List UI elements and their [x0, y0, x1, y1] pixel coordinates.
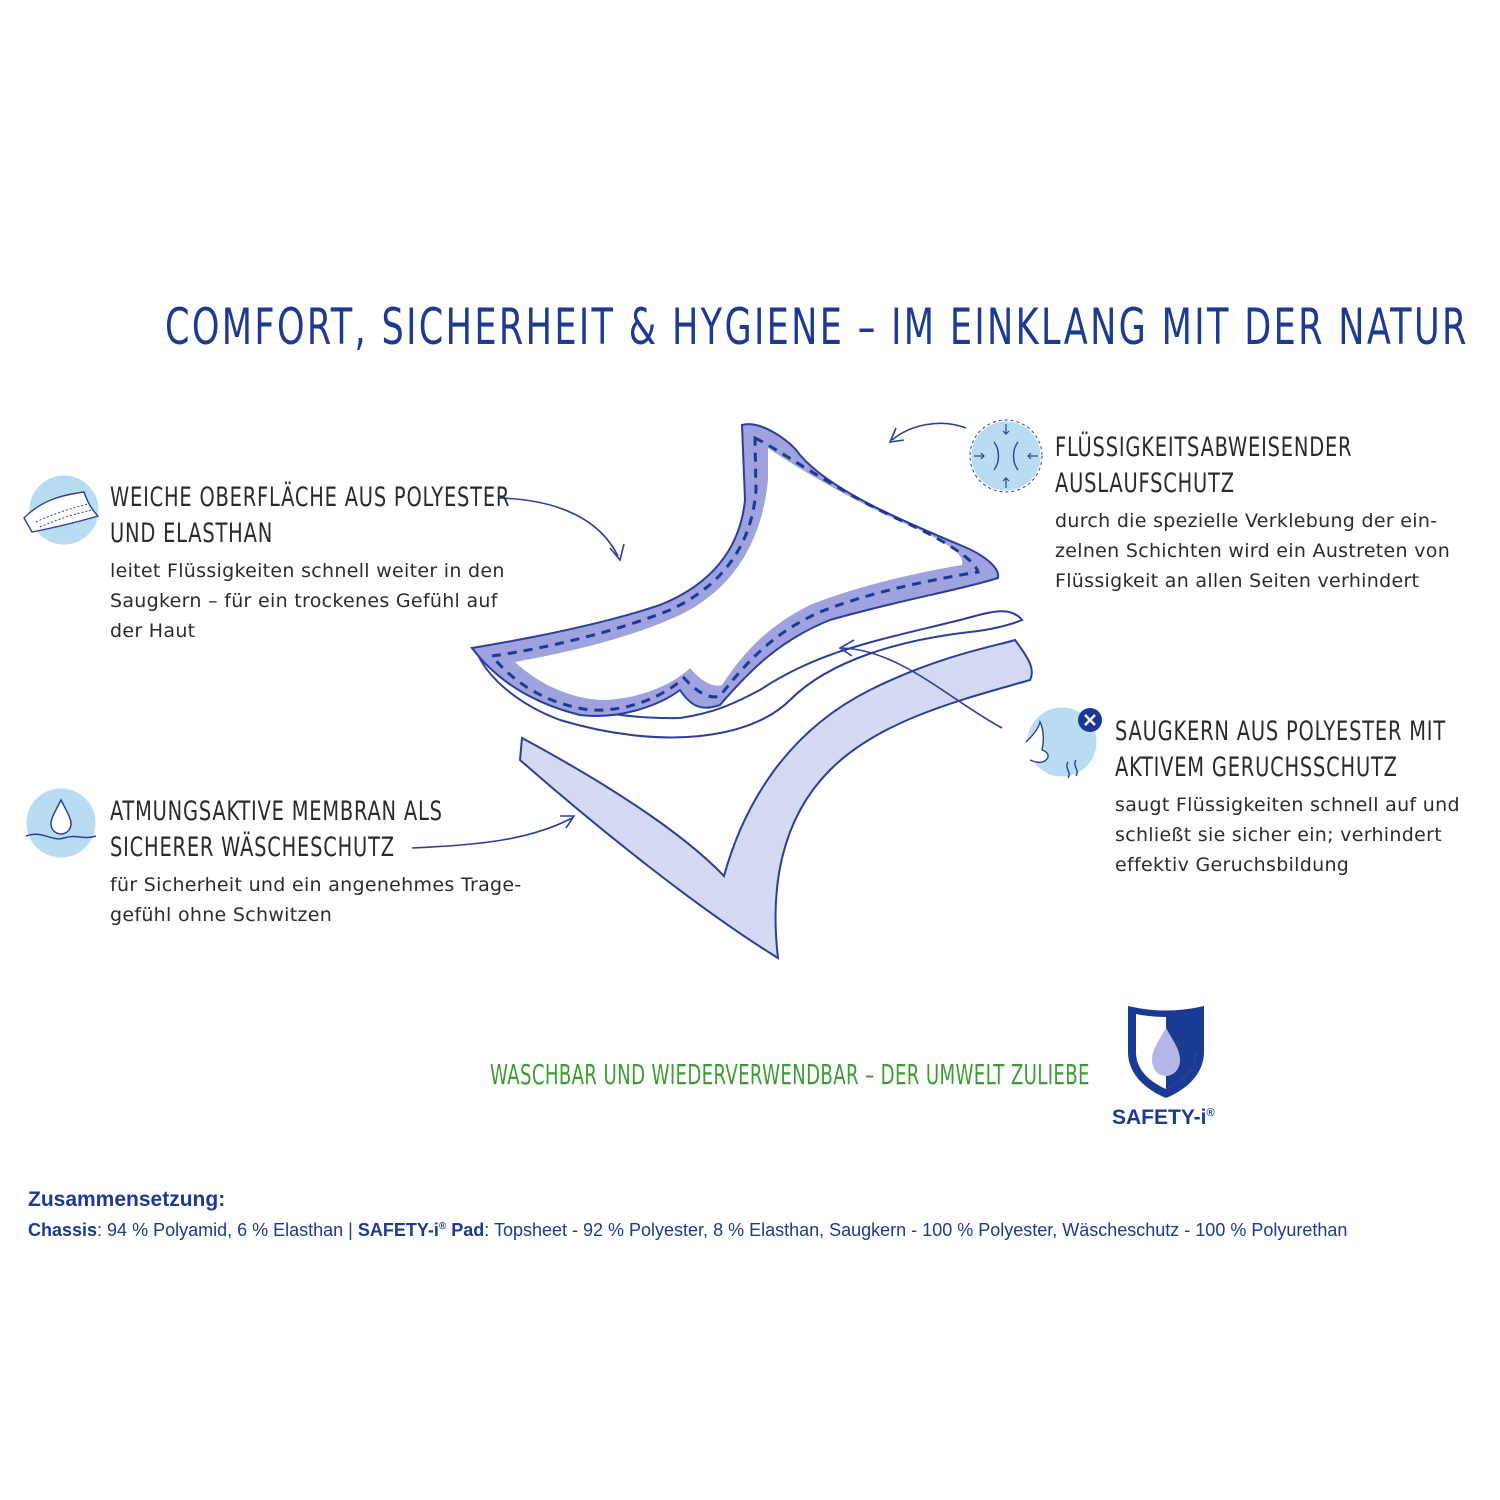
fabric-layers-icon — [22, 470, 102, 550]
feature-surface — [110, 480, 610, 646]
feature-membrane-heading-1: ATMUNGSAKTIVE MEMBRAN ALS — [110, 796, 443, 827]
feature-leak — [1055, 430, 1450, 596]
feature-core-heading-2: AKTIVEM GERUCHSSCHUTZ — [1115, 752, 1398, 783]
feature-leak-heading-2: AUSLAUFSCHUTZ — [1055, 468, 1235, 499]
feature-surface-desc-2: Saugkern – für ein trockenes Gefühl auf — [110, 590, 498, 612]
feature-surface-desc-3: der Haut — [110, 620, 196, 642]
feature-membrane — [110, 794, 526, 930]
page-title: COMFORT, SICHERHEIT & HYGIENE – IM EINKLANG MIT DER NATUR — [165, 298, 1469, 356]
feature-membrane-desc-1: für Sicherheit und ein angenehmes Trage- — [110, 874, 522, 896]
feature-core-desc-1: saugt Flüssigkeiten schnell auf und — [1115, 794, 1460, 816]
feature-membrane-desc-2: gefühl ohne Schwitzen — [110, 904, 333, 926]
feature-membrane-heading-2: SICHERER WÄSCHESCHUTZ — [110, 832, 395, 863]
feature-leak-desc-3: Flüssigkeit an allen Seiten verhindert — [1055, 570, 1420, 592]
pad-text: : Topsheet - 92 % Polyester, 8 % Elasthan, Saugkern - 100 % Polyester, Wäscheschutz - 100 % Polyurethan — [484, 1220, 1348, 1240]
feature-core — [1115, 714, 1500, 880]
feature-surface-heading-1: WEICHE OBERFLÄCHE AUS POLYESTER — [110, 482, 511, 513]
composition-line — [28, 1220, 1488, 1241]
feature-surface-heading-2: UND ELASTHAN — [110, 518, 274, 549]
feature-leak-desc-1: durch die spezielle Verklebung der ein- — [1055, 510, 1438, 532]
shield-drop-icon — [1124, 1000, 1208, 1100]
eco-tagline: WASCHBAR UND WIEDERVERWENDBAR – DER UMWELT ZULIEBE — [490, 1058, 1090, 1091]
feature-core-heading-1: SAUGKERN AUS POLYESTER MIT — [1115, 716, 1446, 747]
feature-leak-desc-2: zelnen Schichten wird ein Austreten von — [1055, 540, 1451, 562]
leak-protection-icon — [966, 416, 1046, 496]
feature-leak-heading-1: FLÜSSIGKEITSABWEISENDER — [1055, 432, 1353, 463]
chassis-text: : 94 % Polyamid, 6 % Elasthan | — [97, 1220, 358, 1240]
feature-core-desc-2: schließt sie sicher ein; verhindert — [1115, 824, 1442, 846]
pad-brand: SAFETY-i® Pad — [357, 1220, 485, 1240]
feature-surface-desc-1: leitet Flüssigkeiten schnell weiter in den — [110, 560, 505, 582]
chassis-label: Chassis — [28, 1220, 98, 1240]
brand-name: SAFETY-i® — [1112, 1106, 1215, 1129]
odor-protection-icon — [1022, 702, 1108, 788]
feature-core-desc-3: effektiv Geruchsbildung — [1115, 854, 1350, 876]
composition-heading: Zusammensetzung: — [28, 1188, 226, 1211]
water-drop-icon — [22, 784, 100, 862]
